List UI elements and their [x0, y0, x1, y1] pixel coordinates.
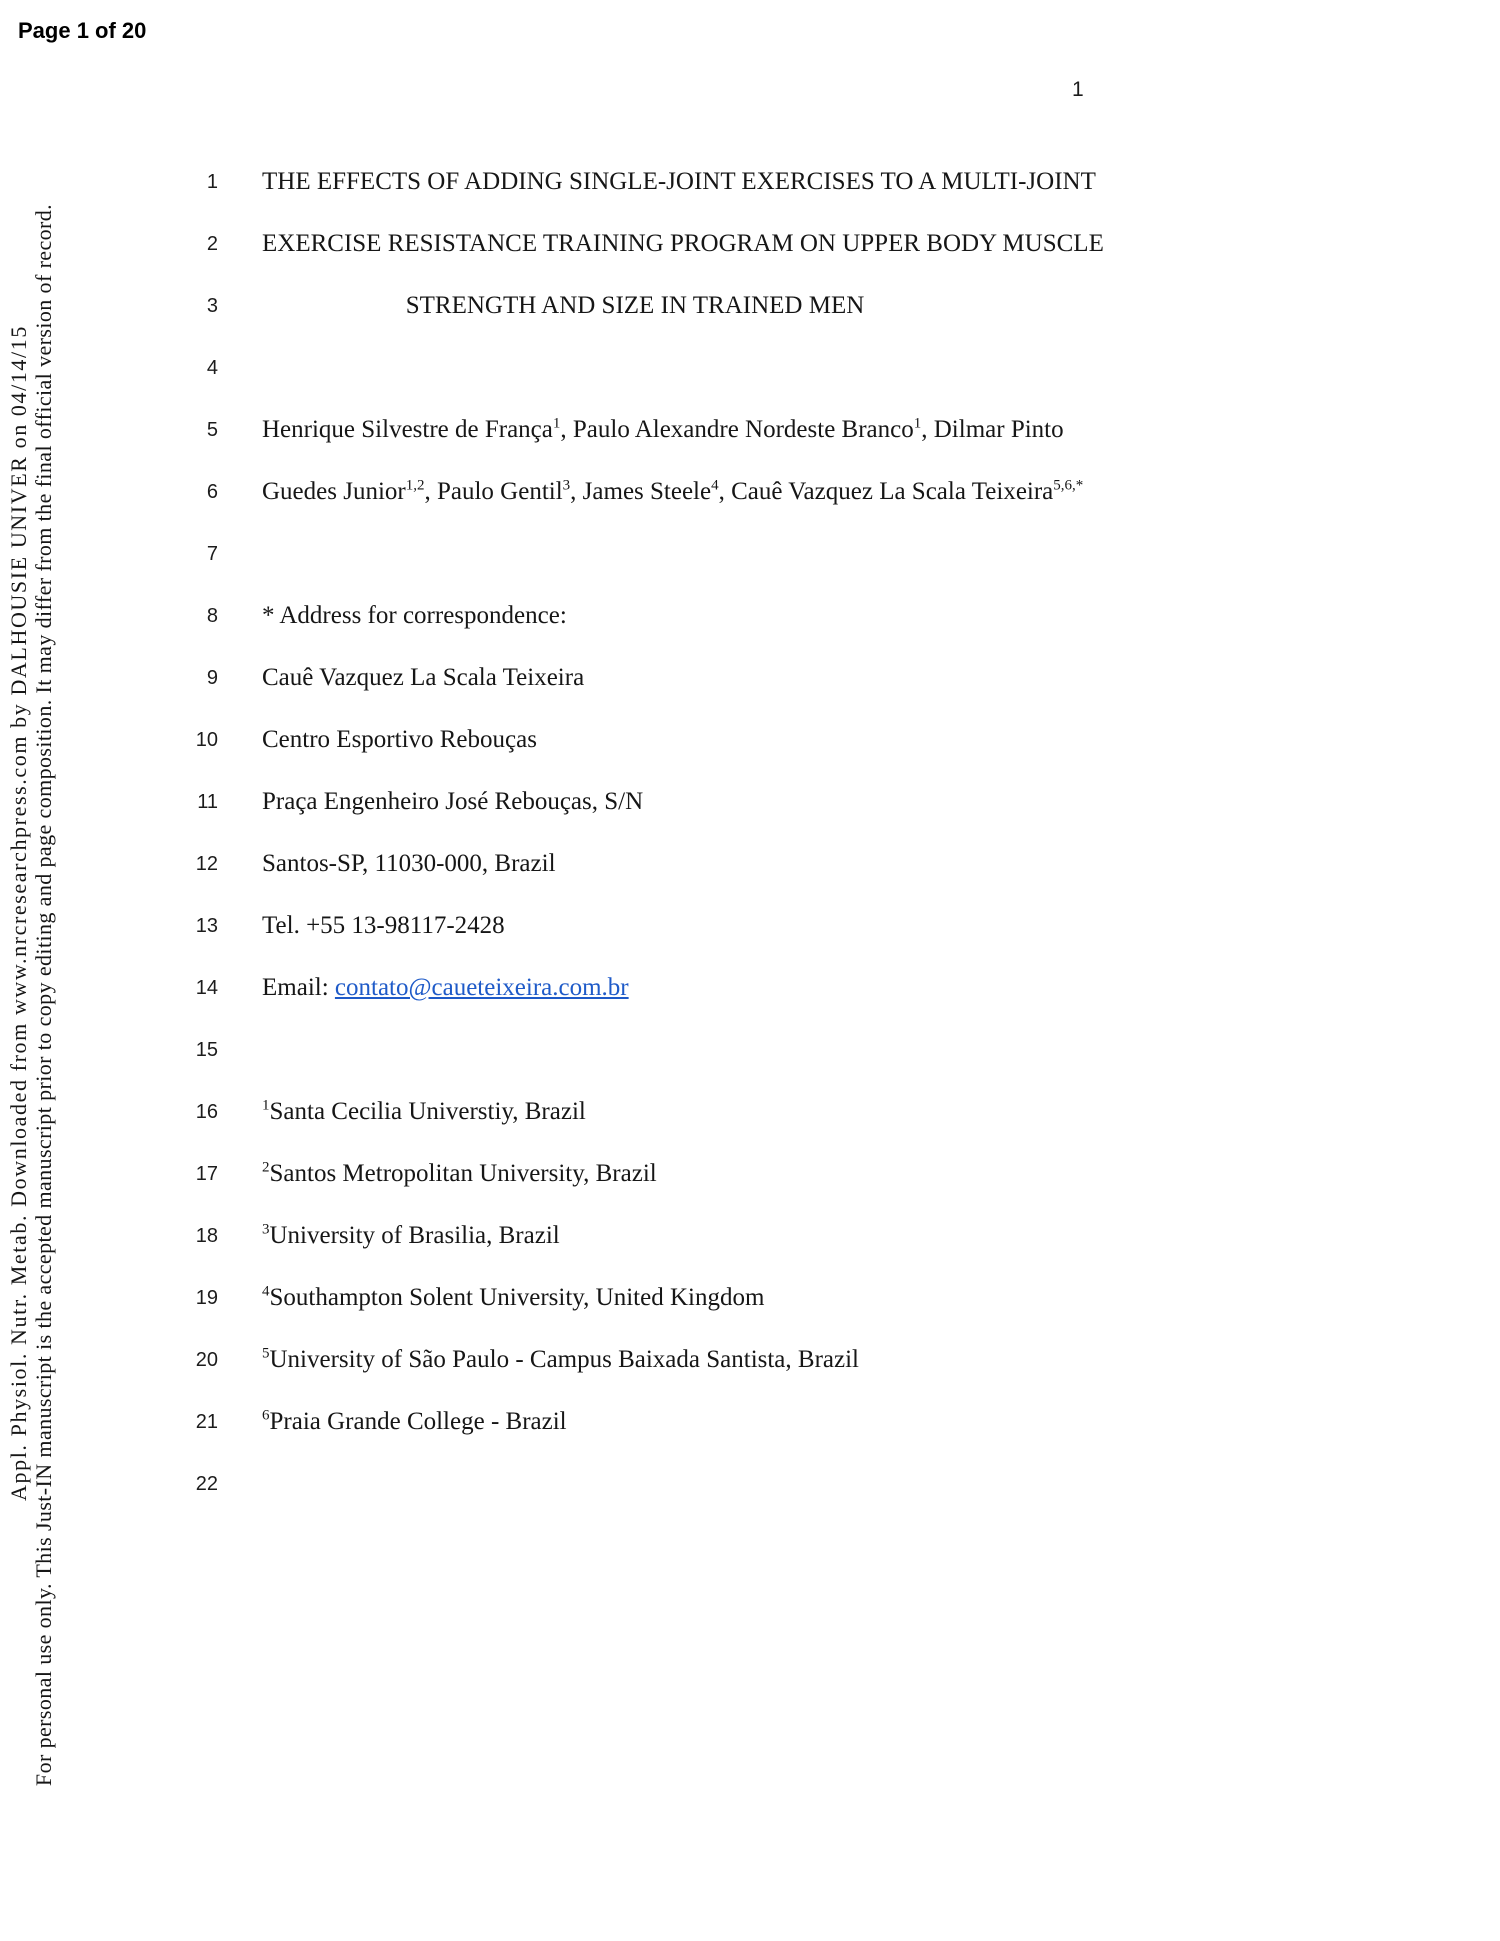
- line-text: [262, 726, 1008, 754]
- superscript: [1053, 478, 1083, 494]
- line-text: [262, 602, 1008, 630]
- line-number: 21: [195, 1410, 218, 1433]
- line-text: [262, 168, 1096, 196]
- line-number: 3: [206, 294, 218, 317]
- text-segment: STRENGTH AND SIZE IN TRAINED MEN: [405, 292, 865, 319]
- page-count-label: Page 1 of 20: [18, 18, 147, 43]
- line-number: 16: [195, 1100, 218, 1123]
- line-number: 6: [206, 480, 218, 503]
- manuscript-line: [0, 1329, 1100, 1391]
- line-number: 2: [206, 232, 218, 255]
- superscript-marker: 4: [262, 1283, 270, 1300]
- manuscript-line: [0, 1453, 1100, 1515]
- text-segment: , Paulo Alexandre Nordeste Branco: [560, 416, 914, 443]
- line-number: 8: [206, 604, 218, 627]
- manuscript-line: [0, 1081, 1100, 1143]
- line-text: [262, 912, 1008, 940]
- superscript: [262, 1408, 270, 1424]
- manuscript-line: [0, 523, 1100, 585]
- line-number: 20: [195, 1348, 218, 1371]
- line-text: [262, 1222, 1008, 1250]
- line-number: 13: [195, 914, 218, 937]
- manuscript-line: [0, 151, 1100, 213]
- text-segment: University of São Paulo - Campus Baixada Santista, Brazil: [269, 1346, 859, 1373]
- line-number: 1: [206, 170, 218, 193]
- manuscript-line: [0, 275, 1100, 337]
- line-text: [262, 415, 1064, 444]
- manuscript-line: [0, 1267, 1100, 1329]
- superscript-marker: 3: [262, 1221, 270, 1238]
- text-segment: * Address for correspondence:: [262, 602, 567, 629]
- text-segment: EXERCISE RESISTANCE TRAINING PROGRAM ON UPPER BODY MUSCLE: [262, 230, 1104, 257]
- text-segment: , Cauê Vazquez La Scala Teixeira: [718, 478, 1054, 505]
- manuscript-line: [0, 1019, 1100, 1081]
- superscript-marker: 1,2: [405, 477, 425, 494]
- manuscript-line: [0, 585, 1100, 647]
- line-number: 12: [195, 852, 218, 875]
- line-number: 18: [195, 1224, 218, 1247]
- text-segment: , Paulo Gentil: [424, 478, 563, 505]
- line-number: 7: [206, 542, 218, 565]
- line-text: [262, 788, 1008, 816]
- superscript-marker: 5,6,*: [1053, 477, 1084, 494]
- line-text: [262, 292, 1008, 320]
- line-number: 17: [195, 1162, 218, 1185]
- line-number: 5: [206, 418, 218, 441]
- superscript-marker: 4: [711, 477, 719, 494]
- text-segment: Praça Engenheiro José Rebouças, S/N: [262, 788, 644, 815]
- superscript: [262, 1160, 270, 1176]
- line-number: 4: [206, 356, 218, 379]
- line-number: 10: [195, 728, 218, 751]
- text-segment: , James Steele: [570, 478, 712, 505]
- superscript-marker: 2: [262, 1159, 270, 1176]
- manuscript-line: [0, 461, 1100, 523]
- superscript: [262, 1284, 270, 1300]
- text-segment: Email:: [262, 974, 335, 1001]
- line-text: [262, 477, 1084, 506]
- superscript: [406, 478, 425, 494]
- line-text: [262, 1284, 1008, 1312]
- text-segment: Cauê Vazquez La Scala Teixeira: [262, 664, 585, 691]
- text-segment: Santos-SP, 11030-000, Brazil: [262, 850, 556, 877]
- manuscript-line: [0, 337, 1100, 399]
- line-text: [262, 1408, 1008, 1436]
- text-segment: Henrique Silvestre de França: [262, 416, 553, 443]
- line-number: 22: [195, 1472, 218, 1495]
- manuscript-line: [0, 895, 1100, 957]
- manuscript-line: [0, 399, 1100, 461]
- superscript: [262, 1098, 270, 1114]
- line-text: [262, 850, 1008, 878]
- email-link[interactable]: contato@caueteixeira.com.br: [334, 974, 629, 1001]
- superscript: [262, 1222, 270, 1238]
- text-segment: , Dilmar Pinto: [921, 416, 1064, 443]
- manuscript-line: [0, 1143, 1100, 1205]
- text-segment: Southampton Solent University, United Kingdom: [269, 1284, 765, 1311]
- superscript-marker: 5: [262, 1345, 270, 1362]
- line-number: 11: [197, 790, 218, 813]
- superscript: [711, 478, 719, 494]
- line-text: [262, 230, 1104, 258]
- text-segment: Santa Cecilia Universtiy, Brazil: [269, 1098, 586, 1125]
- text-segment: THE EFFECTS OF ADDING SINGLE-JOINT EXERCISES TO A MULTI-JOINT: [262, 168, 1096, 195]
- line-text: [262, 1098, 1008, 1126]
- manuscript-line: [0, 957, 1100, 1019]
- manuscript-line: [0, 1391, 1100, 1453]
- superscript-marker: 6: [262, 1407, 270, 1424]
- text-segment: Guedes Junior: [262, 478, 406, 505]
- manuscript-line: [0, 771, 1100, 833]
- line-number: 19: [195, 1286, 218, 1309]
- superscript-marker: 1: [913, 415, 922, 432]
- line-number: 9: [206, 666, 218, 689]
- line-text: [262, 1160, 1008, 1188]
- line-number: 14: [195, 976, 218, 999]
- manuscript-line: [0, 709, 1100, 771]
- superscript-marker: 1: [552, 415, 561, 432]
- manuscript-line: [0, 213, 1104, 275]
- manuscript-body: [0, 151, 1104, 1515]
- line-text: [262, 974, 1008, 1002]
- line-text: [262, 1346, 1008, 1374]
- page-number: 1: [1072, 78, 1084, 101]
- manuscript-line: [0, 1205, 1100, 1267]
- text-segment: Tel. +55 13-98117-2428: [262, 912, 505, 939]
- sidebar-watermark-journal: Appl. Physiol. Nutr. Metab. Downloaded from www.nrcresearchpress.com by DALHOUSIE UNIVER on 04/14/15: [6, 325, 31, 1501]
- manuscript-line: [0, 647, 1100, 709]
- manuscript-line: [0, 833, 1100, 895]
- text-segment: University of Brasilia, Brazil: [269, 1222, 560, 1249]
- line-text: [262, 664, 1008, 692]
- text-segment: Praia Grande College - Brazil: [269, 1408, 567, 1435]
- text-segment: Santos Metropolitan University, Brazil: [269, 1160, 657, 1187]
- superscript-marker: 3: [562, 477, 571, 494]
- sidebar-watermark-usage: For personal use only. This Just-IN manuscript is the accepted manuscript prior to copy editing and page composition. It may differ from the final official version of record.: [31, 203, 56, 1787]
- superscript: [262, 1346, 270, 1362]
- superscript-marker: 1: [262, 1097, 270, 1114]
- line-number: 15: [195, 1038, 218, 1061]
- text-segment: Centro Esportivo Rebouças: [262, 726, 537, 753]
